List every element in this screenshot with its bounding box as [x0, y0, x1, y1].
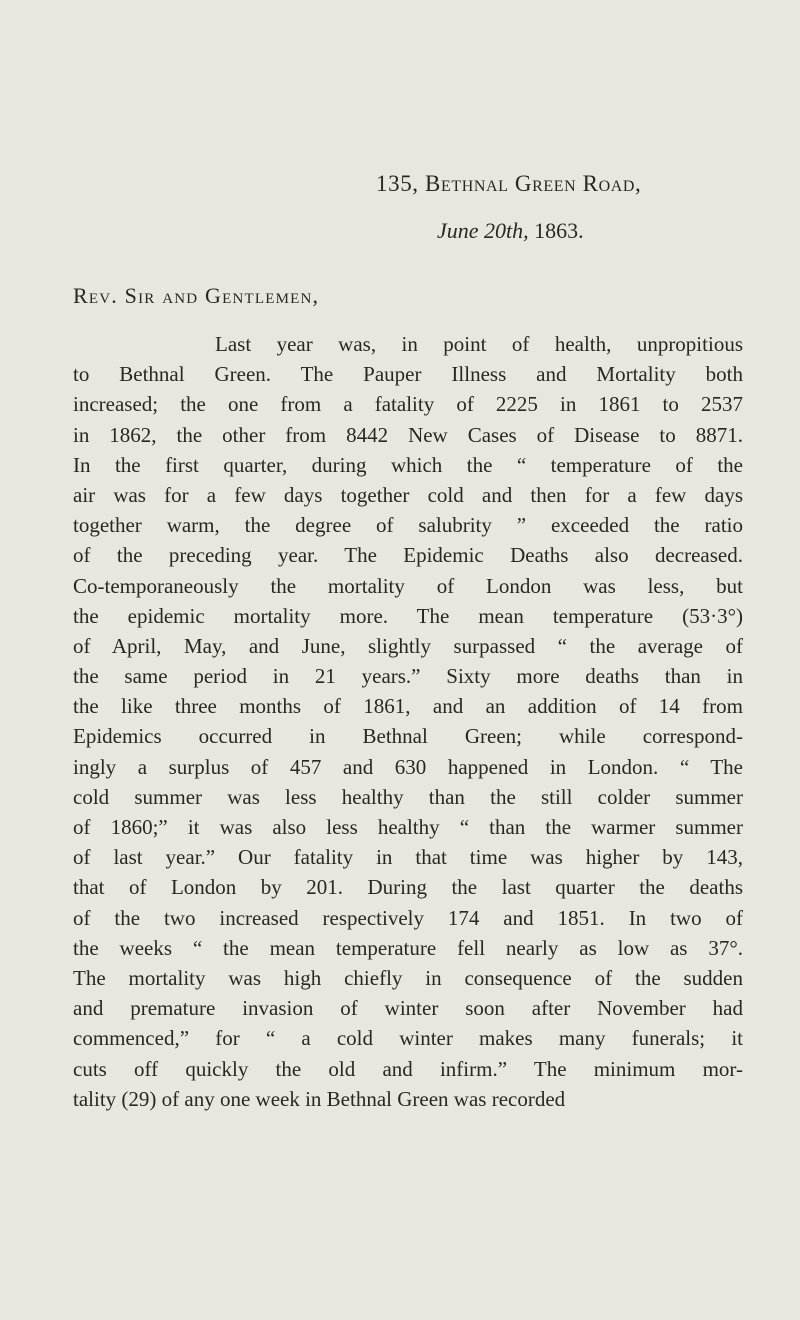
body-line: the epidemic mortality more. The mean temperature (53·3°): [73, 603, 743, 628]
body-line: increased; the one from a fatality of 2225 in 1861 to 2537: [73, 392, 743, 417]
body-line: of April, May, and June, slightly surpassed “ the average of: [73, 633, 743, 658]
body-line: The mortality was high chiefly in consequence of the sudden: [73, 965, 743, 990]
body-line: in 1862, the other from 8442 New Cases of Disease to 8871.: [73, 422, 743, 447]
body-line: the like three months of 1861, and an addition of 14 from: [73, 694, 743, 719]
address-street: Bethnal Green Road,: [425, 171, 642, 196]
body-line: Last year was, in point of health, unpropitious: [215, 332, 743, 356]
body-line: Epidemics occurred in Bethnal Green; while correspond-: [73, 724, 743, 749]
letter-body: [73, 329, 743, 1114]
date-line: [437, 218, 584, 244]
address-line: [376, 171, 641, 197]
body-line: of last year.” Our fatality in that time was higher by 143,: [73, 845, 743, 870]
body-line: In the first quarter, during which the “ temperature of the: [73, 452, 743, 477]
body-line: of the two increased respectively 174 and 1851. In two of: [73, 905, 743, 930]
date-day: June 20th,: [437, 218, 529, 243]
body-line: of the preceding year. The Epidemic Deaths also decreased.: [73, 543, 743, 568]
body-line: to Bethnal Green. The Pauper Illness and Mortality both: [73, 362, 743, 387]
body-line: tality (29) of any one week in Bethnal Green was recorded: [73, 1086, 566, 1111]
date-year: 1863.: [534, 218, 584, 243]
body-line: the weeks “ the mean temperature fell nearly as low as 37°.: [73, 935, 743, 960]
body-line: that of London by 201. During the last quarter the deaths: [73, 875, 743, 900]
body-line: the same period in 21 years.” Sixty more deaths than in: [73, 664, 743, 689]
body-line: commenced,” for “ a cold winter makes many funerals; it: [73, 1026, 743, 1051]
body-line: and premature invasion of winter soon after November had: [73, 996, 743, 1021]
address-number: 135,: [376, 171, 419, 196]
body-line: Co-temporaneously the mortality of London was less, but: [73, 573, 743, 598]
body-line: of 1860;” it was also less healthy “ than the warmer summer: [73, 815, 743, 839]
body-line: air was for a few days together cold and then for a few days: [73, 482, 743, 507]
body-line: cuts off quickly the old and infirm.” The minimum mor-: [73, 1056, 743, 1081]
body-line: cold summer was less healthy than the still colder summer: [73, 784, 743, 809]
salutation: Rev. Sir and Gentlemen,: [73, 283, 320, 308]
body-line: together warm, the degree of salubrity ” exceeded the ratio: [73, 513, 743, 538]
body-line: ingly a surplus of 457 and 630 happened in London. “ The: [73, 754, 743, 779]
